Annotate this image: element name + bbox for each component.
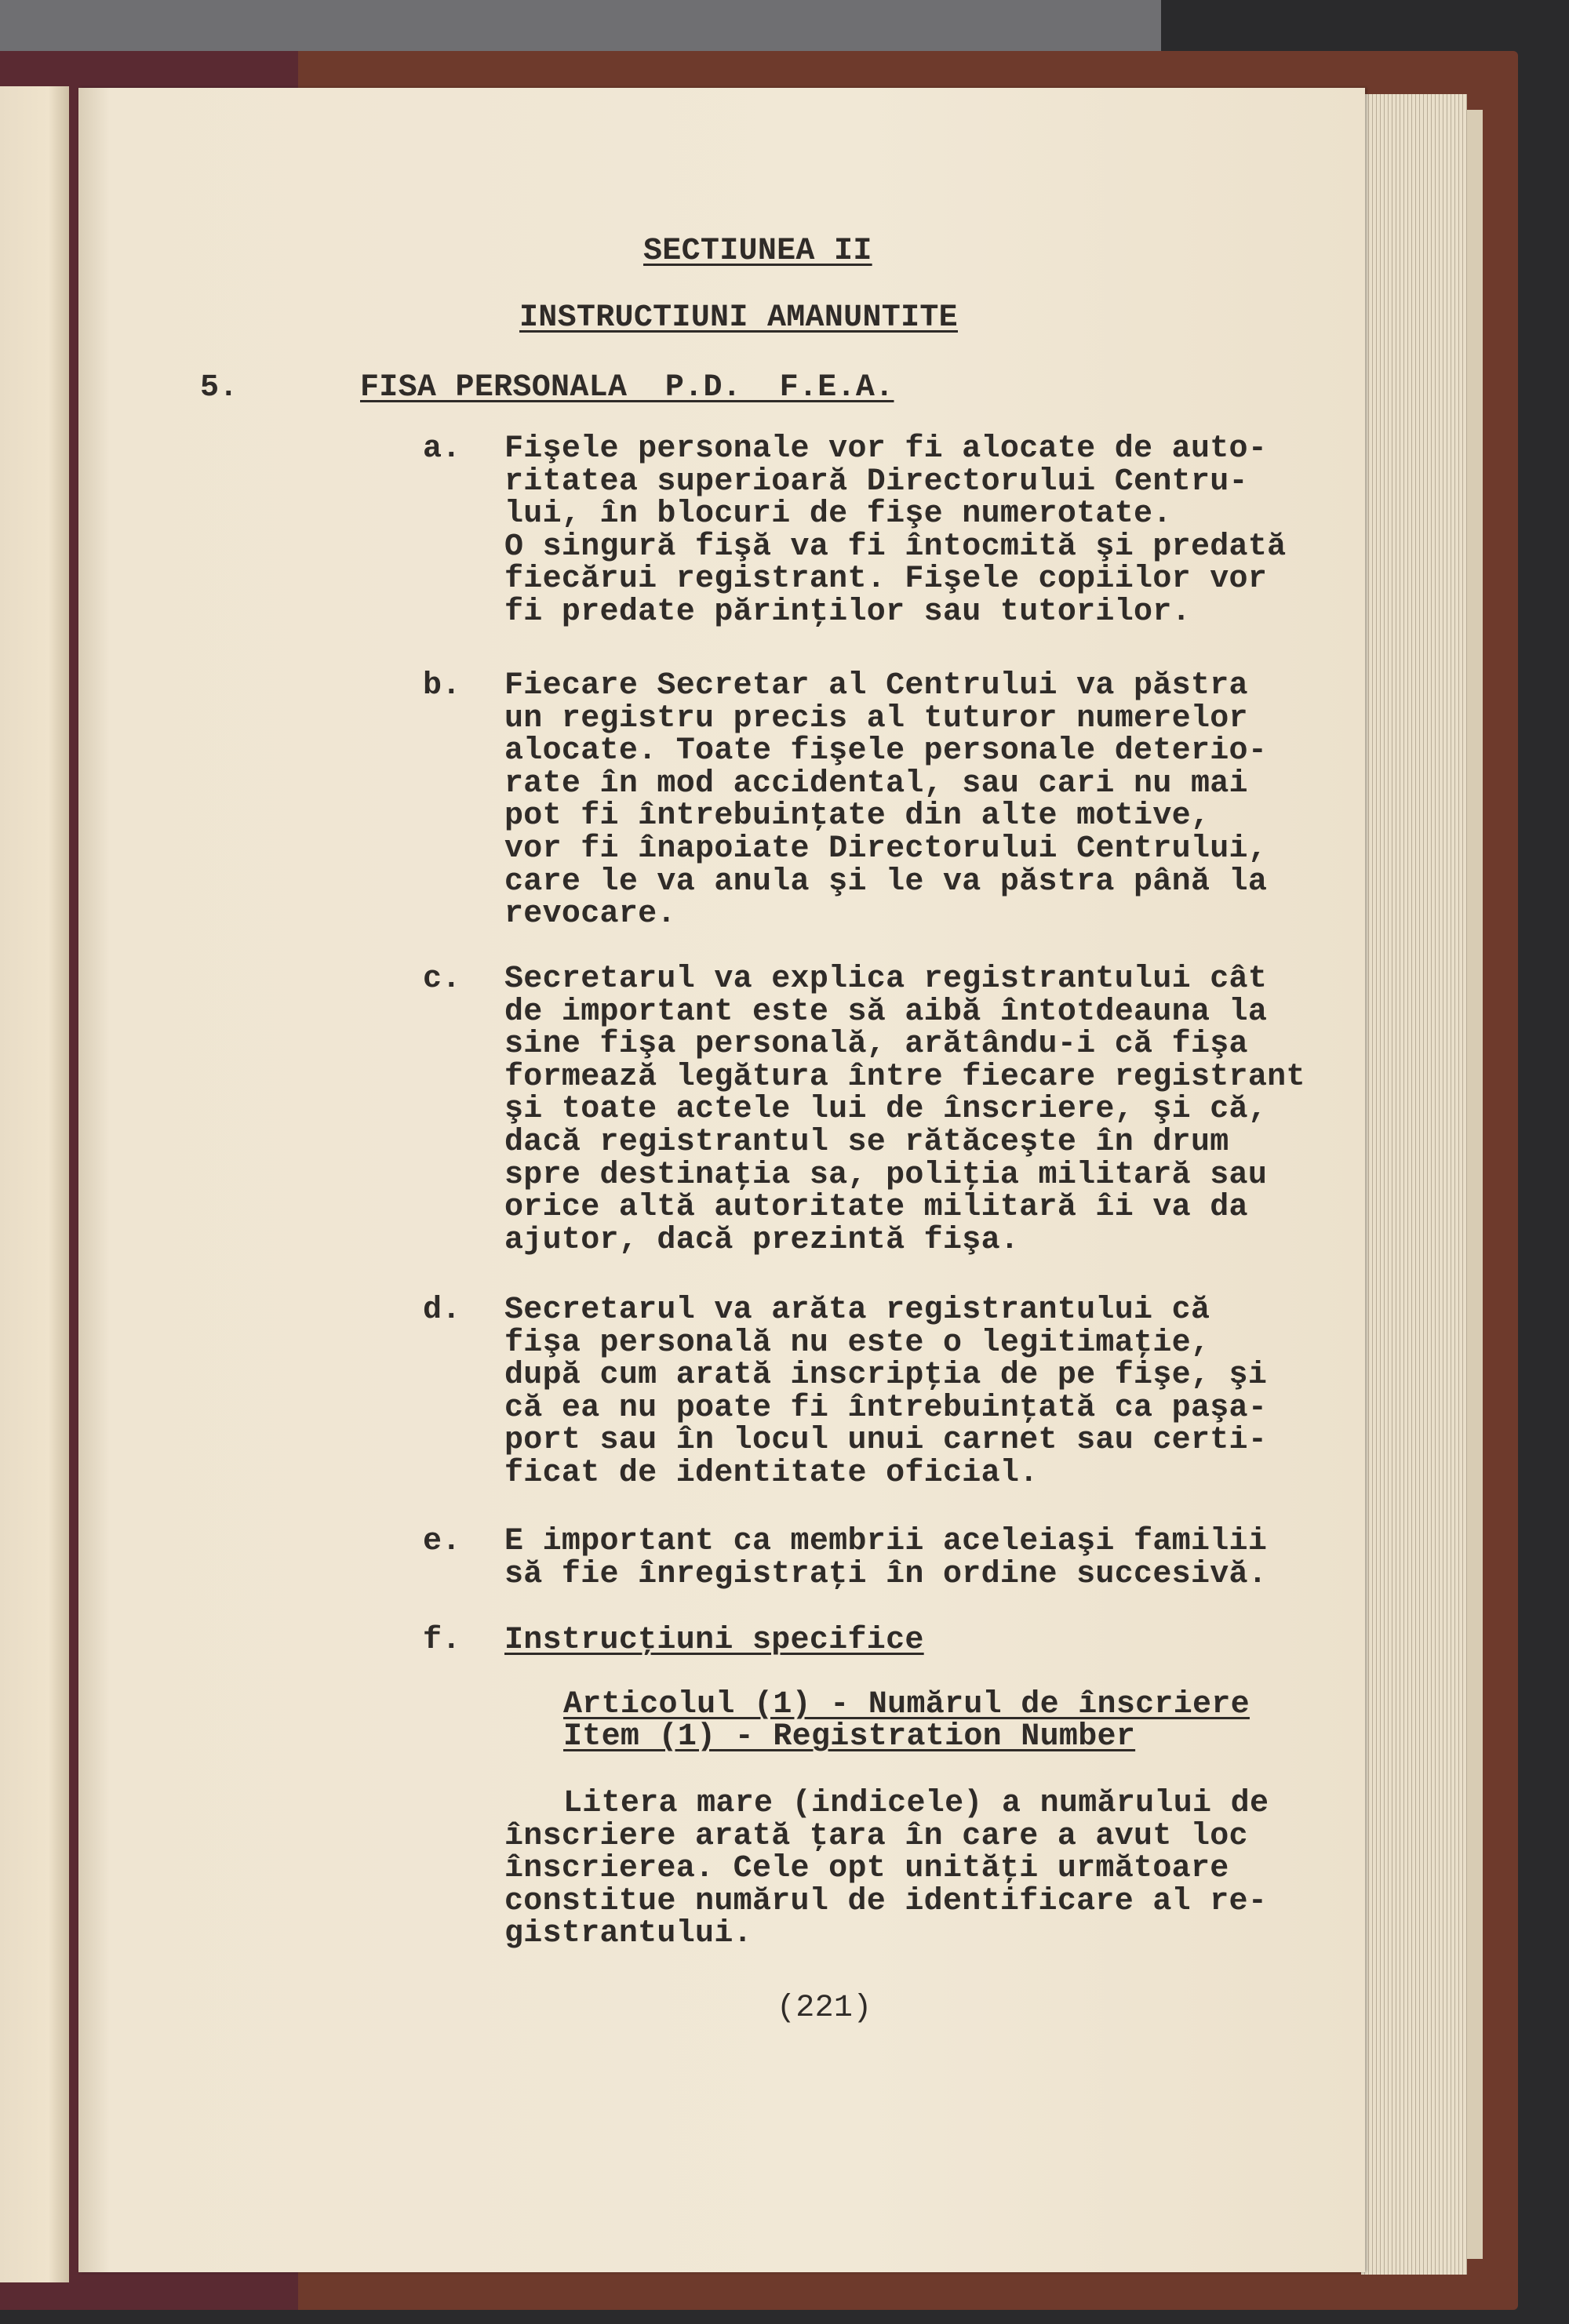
text-line: un registru precis al tuturor numerelor (504, 700, 1248, 736)
item-paragraph (504, 1294, 1267, 1490)
text-line: fişa personală nu este o legitimaţie, (504, 1325, 1210, 1361)
text-line: înscriere arată ţara în care a avut loc (504, 1818, 1248, 1854)
text-line: alocate. Toate fişele personale deterio- (504, 733, 1268, 769)
item-label: c. (423, 962, 461, 997)
text-line: gistrantului. (504, 1916, 752, 1952)
text-line: sine fişa personală, arătându-i că fişa (504, 1027, 1248, 1063)
text-line: şi toate actele lui de înscriere, şi că, (504, 1092, 1268, 1128)
item-paragraph (504, 963, 1305, 1257)
page-number: (221) (777, 1991, 872, 2026)
text-line: de important este să aibă întotdeauna la (504, 994, 1268, 1030)
section-title: SECTIUNEA II (643, 234, 872, 269)
text-line: ritatea superioară Directorului Centru- (504, 464, 1248, 500)
text-line: constitue numărul de identificare al re- (504, 1883, 1268, 1919)
left-page-edge (0, 86, 69, 2282)
article-body (504, 1788, 1269, 1951)
text-line: Fiecare Secretar al Centrului va păstra (504, 668, 1248, 704)
text-line: vor fi înapoiate Directorului Centrului, (504, 831, 1268, 867)
item-label: e. (423, 1524, 461, 1559)
text-line: dacă registrantul se rătăceşte în drum (504, 1124, 1229, 1160)
text-line: formează legătura între fiecare registrant (504, 1059, 1305, 1095)
item-paragraph (504, 433, 1286, 629)
text-line: orice altă autoritate militară îi va da (504, 1190, 1248, 1226)
subtitle: INSTRUCTIUNI AMANUNTITE (519, 300, 958, 336)
heading-number: 5. (200, 370, 238, 406)
text-line: înscrierea. Cele opt unităţi următoare (504, 1851, 1229, 1887)
page-edges-outer (1467, 110, 1483, 2259)
text-line: că ea nu poate fi întrebuinţată ca paşa- (504, 1390, 1268, 1426)
text-line: care le va anula şi le va păstra până la (504, 864, 1268, 900)
text-line: ficat de identitate oficial. (504, 1455, 1039, 1491)
text-line: pot fi întrebuinţate din alte motive, (504, 798, 1210, 835)
text-line: Instrucţiuni specifice (504, 1623, 924, 1658)
item-label: f. (423, 1623, 461, 1658)
text-line: port sau în locul unui carnet sau certi- (504, 1423, 1268, 1459)
text-line: ajutor, dacă prezintă fişa. (504, 1222, 1020, 1258)
item-label: a. (423, 431, 461, 467)
item-paragraph (504, 1526, 1267, 1591)
item-label: d. (423, 1293, 461, 1328)
page-edges (1361, 94, 1467, 2275)
text-line: fi predate părinţilor sau tutorilor. (504, 594, 1191, 630)
background (0, 0, 1161, 55)
text-line: O singură fişă va fi întocmită şi predată (504, 529, 1287, 565)
text-line: după cum arată inscripţia de pe fişe, şi (504, 1358, 1268, 1394)
text-line: lui, în blocuri de fişe numerotate. (504, 496, 1172, 533)
text-line: Litera mare (indicele) a numărului de (563, 1786, 1269, 1821)
text-line: spre destinaţia sa, poliţia militară sau (504, 1157, 1268, 1193)
text-line: revocare. (504, 897, 676, 933)
text-line: să fie înregistraţi în ordine succesivă. (504, 1556, 1268, 1592)
item-paragraph (504, 670, 1267, 931)
text-line: Secretarul va arăta registrantului că (504, 1293, 1210, 1328)
text-line: Secretarul va explica registrantului cât (504, 962, 1268, 997)
text-line: Fişele personale vor fi alocate de auto- (504, 431, 1268, 467)
article-title-en: Item (1) - Registration Number (563, 1719, 1136, 1755)
heading-title: FISA PERSONALA P.D. F.E.A. (360, 370, 894, 406)
item-label: b. (423, 668, 461, 704)
text-line: fiecărui registrant. Fişele copiilor vor (504, 562, 1268, 598)
article-title-ro: Articolul (1) - Numărul de înscriere (563, 1687, 1250, 1722)
text-line: rate în mod accidental, sau cari nu mai (504, 766, 1248, 802)
text-line: E important ca membrii aceleiaşi familii (504, 1524, 1268, 1559)
item-paragraph (504, 1624, 924, 1657)
